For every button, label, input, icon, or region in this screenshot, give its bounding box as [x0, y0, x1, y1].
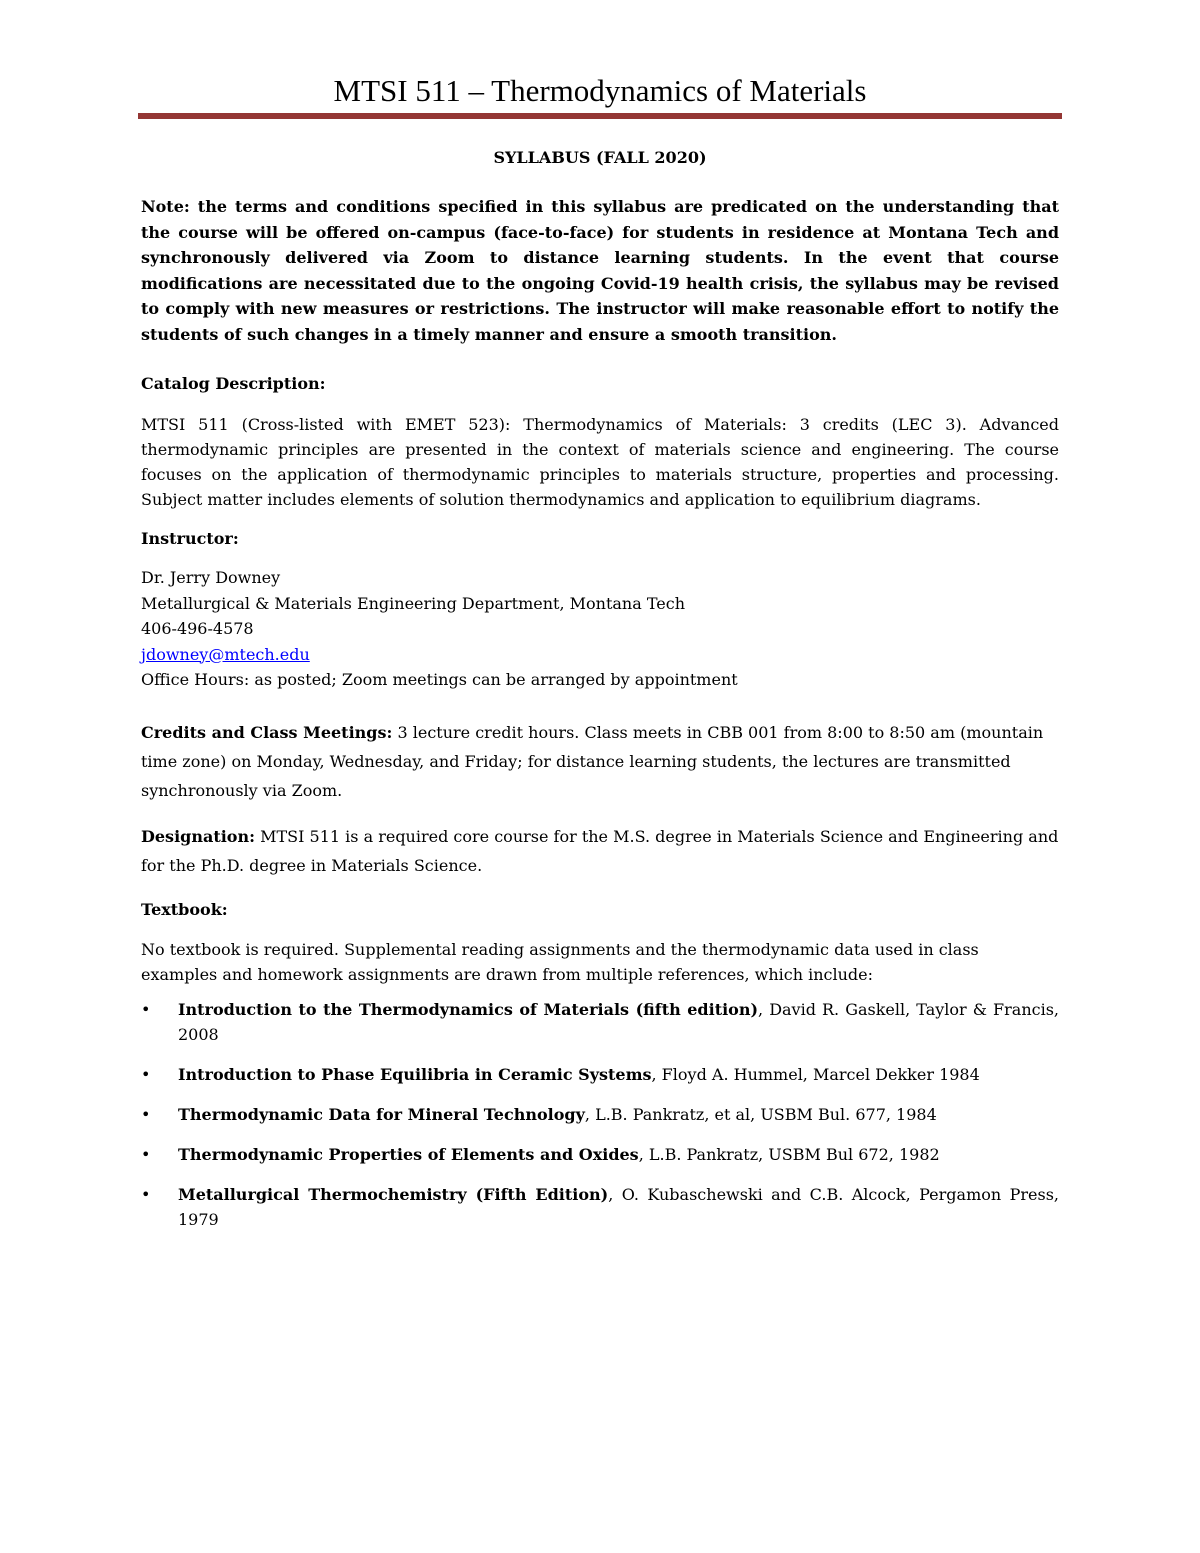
designation-label: Designation:: [141, 826, 256, 846]
reference-details: , O. Kubaschewski and C.B. Alcock, Pergamon Press, 1979: [178, 1184, 1059, 1229]
instructor-phone: 406-496-4578: [141, 619, 254, 638]
instructor-name: Dr. Jerry Downey: [141, 568, 281, 587]
document-title: MTSI 511 – Thermodynamics of Materials: [333, 73, 867, 108]
reference-title: Introduction to Phase Equilibria in Ceramic Systems: [178, 1064, 652, 1084]
catalog-description-heading: Catalog Description:: [141, 374, 326, 393]
reference-details: , David R. Gaskell, Taylor & Francis, 2008: [178, 999, 1059, 1044]
instructor-email-link[interactable]: jdowney@mtech.edu: [141, 644, 310, 664]
bullet-icon: •: [141, 1144, 151, 1164]
list-item: [141, 997, 1059, 1047]
bullet-icon: •: [141, 999, 151, 1019]
covid-note: Note: the terms and conditions specified in this syllabus are predicated on the understanding that the course will be offered on-campus (face-to-face) for students in residence at Montana Tech and synchronously delivered via Zoom to distance learning students. In the event that course modifications are necessitated due to the ongoing Covid-19 health crisis, the syllabus may be revised to comply with new measures or restrictions. The instructor will make reasonable effort to notify the students of such changes in a timely manner and ensure a smooth transition.: [141, 197, 1059, 344]
bullet-icon: •: [141, 1064, 151, 1084]
designation-text: MTSI 511 is a required core course for the M.S. degree in Materials Science and Engineering and for the Ph.D. degree in Materials Science.: [141, 826, 1059, 875]
instructor-department: Metallurgical & Materials Engineering Department, Montana Tech: [141, 593, 686, 613]
list-item: [141, 1182, 1059, 1232]
reference-list: [141, 997, 1059, 1232]
credits-label: Credits and Class Meetings:: [141, 722, 393, 742]
textbook-intro: No textbook is required. Supplemental reading assignments and the thermodynamic data used in class examples and homework assignments are drawn from multiple references, which include:: [141, 939, 979, 984]
list-item: [141, 1102, 1059, 1127]
reference-title: Thermodynamic Data for Mineral Technology: [178, 1104, 585, 1124]
reference-details: , L.B. Pankratz, USBM Bul 672, 1982: [638, 1144, 940, 1164]
reference-details: , L.B. Pankratz, et al, USBM Bul. 677, 1984: [584, 1104, 937, 1124]
office-hours: Office Hours: as posted; Zoom meetings can be arranged by appointment: [141, 670, 738, 689]
reference-details: , Floyd A. Hummel, Marcel Dekker 1984: [651, 1064, 980, 1084]
credits-paragraph: [141, 718, 1059, 805]
reference-title: Thermodynamic Properties of Elements and Oxides: [178, 1144, 639, 1164]
catalog-description-text: MTSI 511 (Cross-listed with EMET 523): Thermodynamics of Materials: 3 credits (LEC 3). Advanced thermodynamic principles are presented in the context of materials science and engineering. The course focuses on the application of thermodynamic principles to materials structure, properties and processing. Subject matter includes elements of solution thermodynamics and application to equilibrium diagrams.: [141, 415, 1059, 509]
instructor-heading: Instructor:: [141, 529, 239, 548]
designation-paragraph: [141, 822, 1059, 880]
title-rule: [138, 113, 1062, 119]
list-item: [141, 1142, 1059, 1167]
credits-text: 3 lecture credit hours. Class meets in CBB 001 from 8:00 to 8:50 am (mountain time zone) on Monday, Wednesday, and Friday; for distance learning students, the lectures are transmitted synchronously via Zoom.: [141, 722, 1044, 800]
textbook-heading: Textbook:: [141, 899, 228, 919]
reference-title: Metallurgical Thermochemistry (Fifth Edition): [178, 1184, 609, 1204]
document-body: [141, 145, 1059, 1247]
syllabus-heading: SYLLABUS (FALL 2020): [493, 148, 707, 167]
instructor-contact: [141, 565, 1059, 693]
reference-title: Introduction to the Thermodynamics of Materials (fifth edition): [178, 999, 759, 1019]
bullet-icon: •: [141, 1104, 151, 1124]
list-item: [141, 1062, 1059, 1087]
bullet-icon: •: [141, 1184, 151, 1204]
